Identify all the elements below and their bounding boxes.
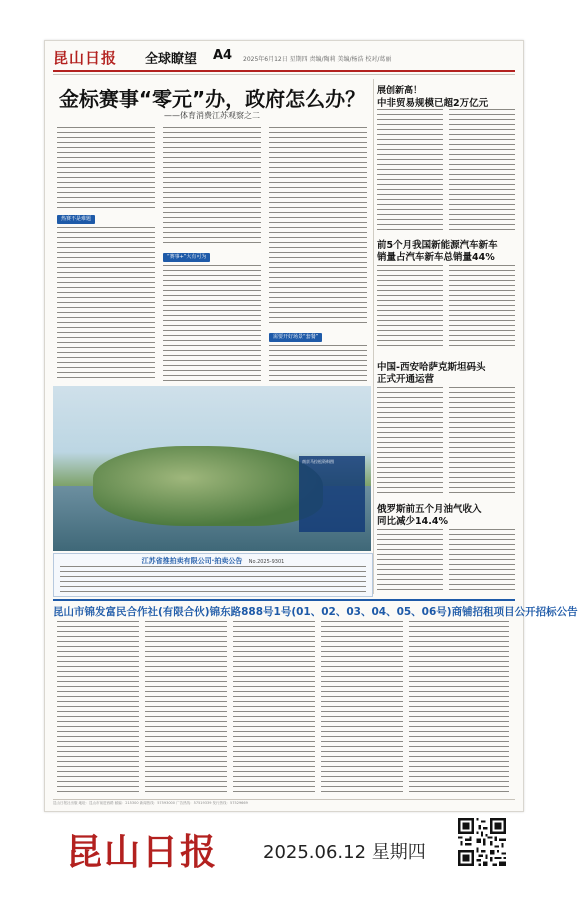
notice-col-4 [321, 621, 403, 795]
right-article-1-body-b [449, 109, 515, 233]
right-headline-4-line-2: 同比减少14.4% [377, 516, 448, 527]
auction-notice-title: 江苏省推拍卖有限公司·拍卖公告 No.2025-9301 [141, 557, 285, 565]
section-tag-2: “赛事+”大有可为 [163, 253, 210, 262]
notice-divider [53, 599, 515, 601]
section-tag-1: 热赛不是难题 [57, 215, 95, 224]
auction-notice-code: No.2025-9301 [248, 559, 285, 565]
issue-date: 2025.06.12 星期四 [263, 842, 426, 863]
right-article-1-body [377, 109, 443, 233]
right-article-3-body [377, 387, 443, 495]
column-divider [373, 79, 374, 594]
lead-photo [53, 386, 371, 551]
lead-body-col-3 [269, 127, 367, 327]
right-headline-4-line-1: 俄罗斯前五个月油气收入 [377, 504, 482, 515]
page-number: A4 [213, 48, 233, 63]
masthead [53, 46, 515, 72]
masthead-logo: 昆山日报 [53, 49, 118, 67]
qr-code-icon [458, 818, 506, 866]
lead-body-col-1 [57, 127, 155, 211]
right-headline-1-line-1: 展创新高！ [377, 86, 423, 96]
lead-body-col-2 [163, 127, 261, 247]
right-article-2-body [377, 265, 443, 349]
right-headline-3-line-2: 正式开通运营 [377, 374, 435, 385]
auction-notice-box [53, 553, 373, 597]
auction-notice-body [60, 566, 366, 593]
lead-body-col-3b [269, 345, 367, 382]
right-article-2-body-b [449, 265, 515, 349]
newspaper-page [44, 40, 578, 812]
tender-notice-title: 昆山市锦发富民合作社(有限合伙)锦东路888号1号(01、02、03、04、05、06号)商铺招租项目公开招标公告 [53, 606, 578, 618]
section-tag-3: 需要开好场景“套餐” [269, 333, 322, 342]
right-headline-3-line-1: 中国-西安哈萨克斯坦码头 [377, 362, 486, 373]
masthead-meta: 2025年6月12日 星期四 责编/陶莉 美编/杨浩 校对/葛丽 [243, 56, 392, 63]
notice-col-5 [409, 621, 509, 795]
lead-subhead: ——体育消费江苏观察之二 [164, 111, 260, 120]
lead-body-col-2b [163, 265, 261, 382]
bottom-logo: 昆山日报 [66, 831, 219, 873]
right-headline-1-line-2: 中非贸易规模已超2万亿元 [377, 98, 489, 109]
lead-body-col-1b [57, 227, 155, 382]
footer-divider [53, 799, 515, 800]
right-headline-2-line-2: 销量占汽车新车总销量44% [377, 252, 495, 263]
photo-caption: 南京马拉松资料图 [299, 456, 365, 532]
column-title: 全球瞭望 [145, 52, 198, 67]
right-article-4-body-b [449, 529, 515, 593]
page-footer: 昆山日报社出版 地址：昆山市前进西路 邮编：215300 新闻热线：57593000 广告热线：57519339 发行热线：57529669 [53, 801, 248, 805]
right-headline-2-line-1: 前5个月我国新能源汽车新车 [377, 240, 498, 251]
lead-headline: 金标赛事“零元”办，政府怎么办？ [58, 87, 366, 111]
notice-col-3 [233, 621, 315, 795]
notice-col-2 [145, 621, 227, 795]
notice-col-1 [57, 621, 139, 795]
masthead-divider [53, 74, 515, 75]
right-article-4-body [377, 529, 443, 593]
right-article-3-body-b [449, 387, 515, 495]
